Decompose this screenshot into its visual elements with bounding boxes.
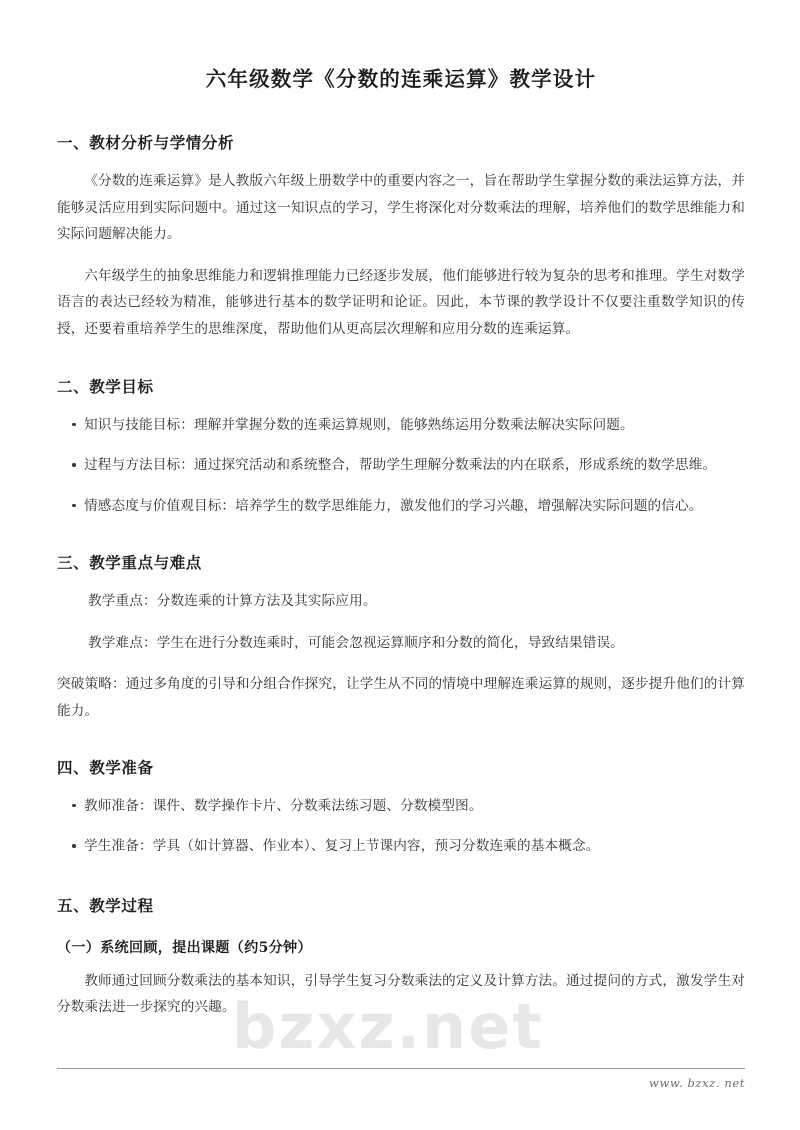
section-heading-4: 四、教学准备: [57, 758, 154, 778]
section-heading-5: 五、教学过程: [57, 895, 154, 915]
subsection-5-1-paragraph: 教师通过回顾分数乘法的基本知识，引导学生复习分数乘法的定义及计算方法。通过提问的方式，激发学生对分数乘法进一步探究的兴趣。: [57, 972, 745, 1016]
list-item-label: 学生准备：学具（如计算器、作业本）、复习上节课内容，预习分数连乘的基本概念。: [84, 838, 600, 854]
teaching-preparation-list: [57, 780, 745, 860]
teaching-difficult-point: 教学难点：学生在进行分数连乘时，可能会忽视运算顺序和分数的简化，导致结果错误。: [88, 634, 625, 651]
subsection-heading-5-1: （一）系统回顾，提出课题（约5分钟）: [57, 939, 312, 956]
list-item: [57, 493, 745, 520]
section-1-paragraph-1: 《分数的连乘运算》是人教版六年级上册数学中的重要内容之一，旨在帮助学生掌握分数的乘法运算方法，并能够灵活应用到实际问题中。通过这一知识点的学习，学生将深化对分数乘法的理解，培养他们的数学思维能力和实际问题解决能力。: [57, 173, 745, 243]
breakthrough-strategy: 突破策略：通过多角度的引导和分组合作探究，让学生从不同的情境中理解连乘运算的规则，逐步提升他们的计算能力。: [57, 676, 745, 719]
bullet-dot-icon: [72, 504, 76, 508]
footer-url: www. bzxz. net: [649, 1076, 745, 1090]
section-heading-3: 三、教学重点与难点: [57, 553, 202, 572]
list-item: [57, 833, 745, 860]
watermark-bzxz: bzxz.net: [232, 990, 544, 1063]
section-1-paragraph-2: 六年级学生的抽象思维能力和逻辑推理能力已经逐步发展，他们能够进行较为复杂的思考和推理。学生对数学语言的表达已经较为精准，能够进行基本的数学证明和论证。因此，本节课的教学设计不仅要注重数学知识的传授，还要着重培养学生的思维深度，帮助他们从更高层次理解和应用分数的连乘运算。: [57, 267, 745, 337]
bullet-dot-icon: [72, 844, 76, 848]
list-item-label: 情感态度与价值观目标：培养学生的数学思维能力，激发他们的学习兴趣，增强解决实际问题的信心。: [84, 497, 703, 514]
bullet-dot-icon: [72, 423, 76, 427]
bullet-dot-icon: [72, 463, 76, 467]
page-title: 六年级数学《分数的连乘运算》教学设计: [205, 67, 597, 91]
list-item-label: 知识与技能目标：理解并掌握分数的连乘运算规则，能够熟练运用分数乘法解决实际问题。: [84, 416, 634, 433]
teaching-objectives-list: [57, 399, 745, 520]
section-heading-2: 二、教学目标: [57, 377, 154, 397]
list-item-label: 过程与方法目标：通过探究活动和系统整合，帮助学生理解分数乘法的内在联系，形成系统的数学思维。: [84, 457, 717, 473]
section-heading-1: 一、教材分析与学情分析: [57, 133, 235, 152]
bullet-dot-icon: [72, 804, 76, 808]
page-footer: [57, 1068, 745, 1090]
list-item-label: 教师准备：课件、数学操作卡片、分数乘法练习题、分数模型图。: [84, 797, 483, 814]
teaching-key-point: 教学重点：分数连乘的计算方法及其实际应用。: [88, 593, 377, 610]
list-item: [57, 793, 745, 820]
list-item: [57, 412, 745, 439]
list-item: [57, 452, 745, 479]
